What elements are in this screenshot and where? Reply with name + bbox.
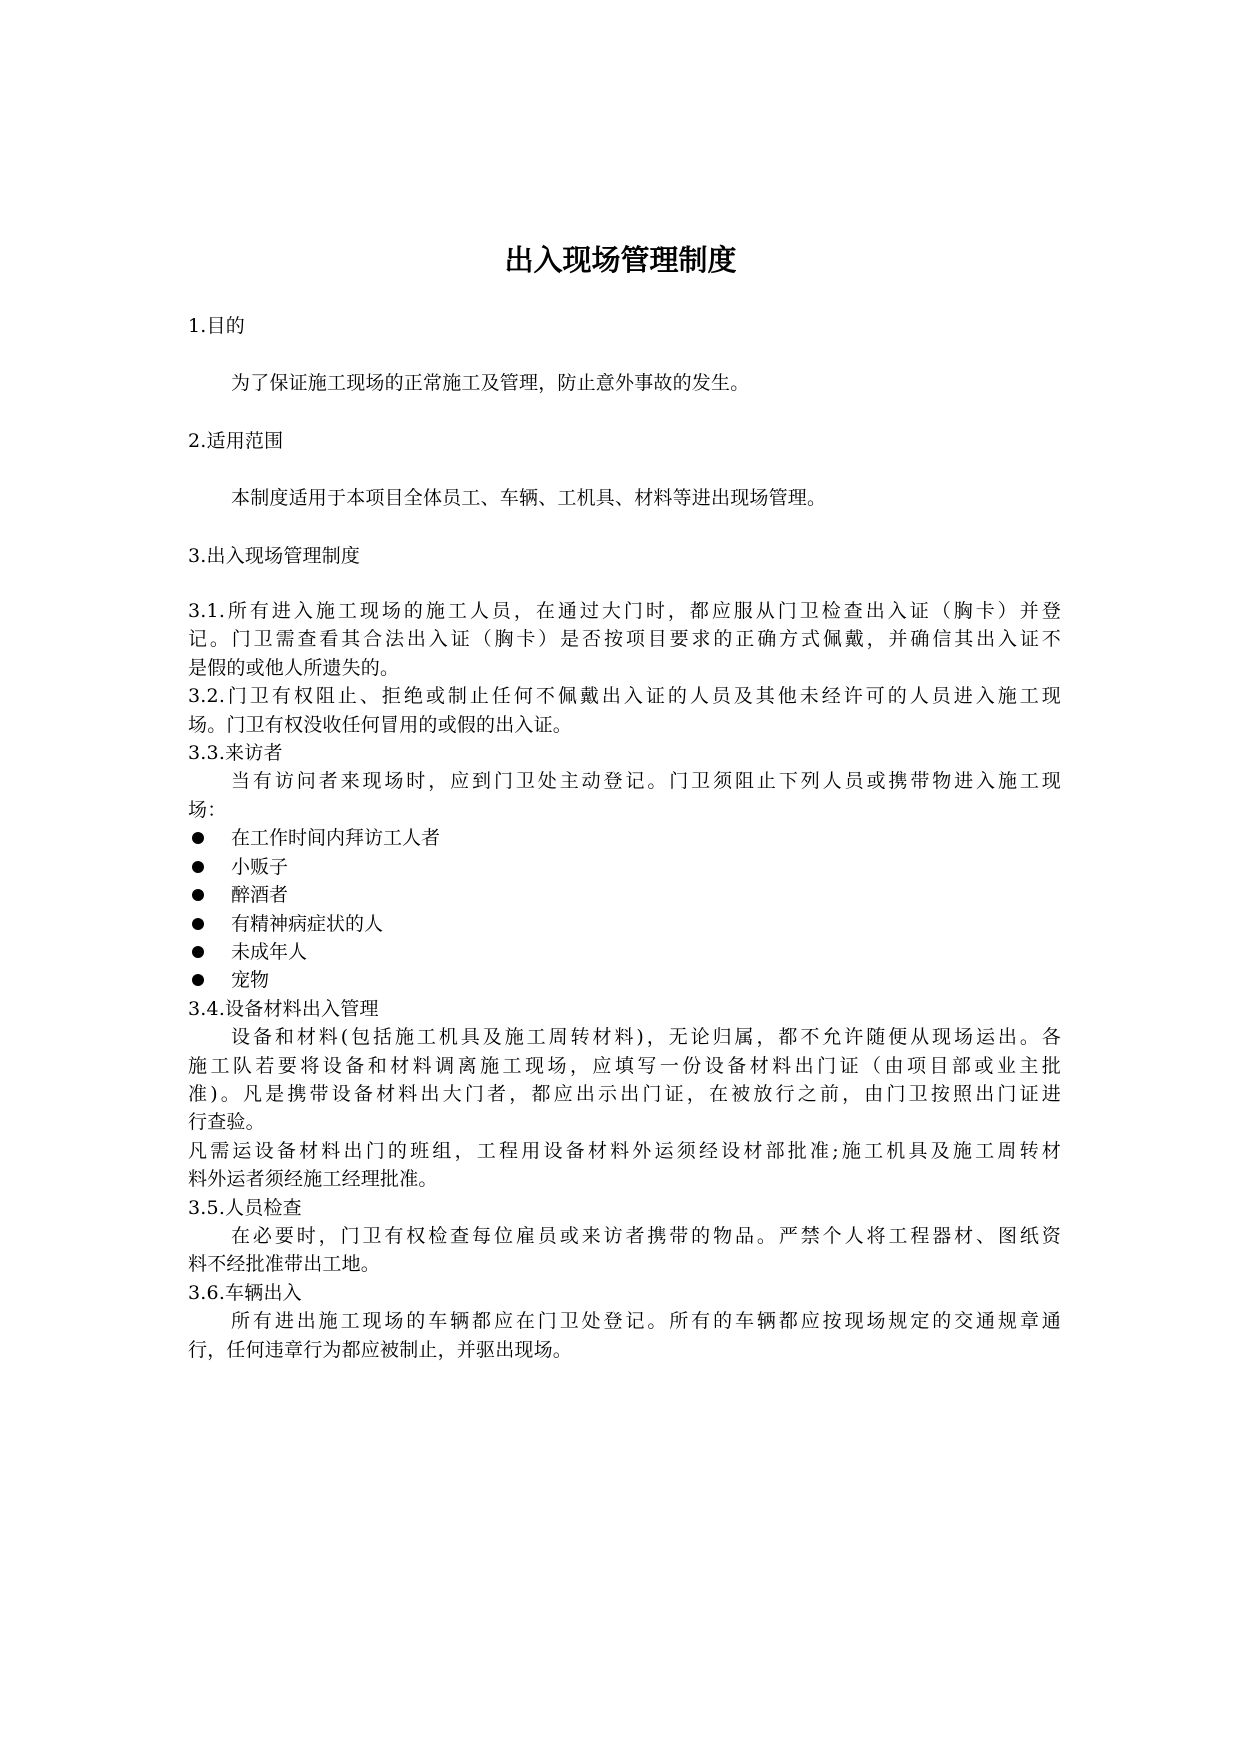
- list-item: 未成年人: [188, 938, 1061, 966]
- bullet-icon: [192, 861, 204, 873]
- visitor-restriction-list: [188, 824, 1061, 994]
- clause-3-4-line: 行查验。: [188, 1111, 265, 1134]
- list-item: 小贩子: [188, 853, 1061, 881]
- clause-3-1-line: 记。门卫需查看其合法出入证（胸卡）是否按项目要求的正确方式佩戴，并确信其出入证不: [188, 628, 1061, 651]
- document-body: [188, 312, 1061, 1364]
- list-item: 宠物: [188, 966, 1061, 994]
- list-item: 在工作时间内拜访工人者: [188, 824, 1061, 852]
- clause-3-6-line: 所有进出施工现场的车辆都应在门卫处登记。所有的车辆都应按现场规定的交通规章通: [231, 1310, 1061, 1333]
- clause-3-4-line: 准)。凡是携带设备材料出大门者，都应出示出门证，在被放行之前，由门卫按照出门证进: [188, 1082, 1061, 1105]
- clause-3-4-approval-line: 凡需运设备材料出门的班组，工程用设备材料外运须经设材部批准;施工机具及施工周转材: [188, 1139, 1061, 1162]
- clause-3-6-line: 行，任何违章行为都应被制止，并驱出现场。: [188, 1338, 573, 1361]
- clause-3-5-heading: 3.5.人员检查: [188, 1196, 302, 1219]
- clause-3-3-heading: 3.3.来访者: [188, 742, 283, 765]
- clause-3-2-line: 3.2.门卫有权阻止、拒绝或制止任何不佩戴出入证的人员及其他未经许可的人员进入施工现: [188, 685, 1061, 708]
- clause-3-3-line: 当有访问者来现场时，应到门卫处主动登记。门卫须阻止下列人员或携带物进入施工现: [231, 770, 1061, 793]
- clause-3-4-heading: 3.4.设备材料出入管理: [188, 997, 379, 1020]
- clause-3-2-line: 场。门卫有权没收任何冒用的或假的出入证。: [188, 713, 573, 736]
- section-heading-rules: 3.出入现场管理制度: [188, 544, 361, 567]
- clause-3-5-line: 料不经批准带出工地。: [188, 1253, 381, 1276]
- bullet-icon: [192, 946, 204, 958]
- clause-3-4-line: 施工队若要将设备和材料调离施工现场，应填写一份设备材料出门证（由项目部或业主批: [188, 1054, 1061, 1077]
- clause-3-4-approval-line: 料外运者须经施工经理批准。: [188, 1168, 438, 1191]
- scope-paragraph: 本制度适用于本项目全体员工、车辆、工机具、材料等进出现场管理。: [231, 487, 827, 510]
- clause-3-6-heading: 3.6.车辆出入: [188, 1281, 302, 1304]
- clause-3-1-line: 是假的或他人所遗失的。: [188, 656, 400, 679]
- bullet-icon: [192, 889, 204, 901]
- clause-3-1-line: 3.1.所有进入施工现场的施工人员，在通过大门时，都应服从门卫检查出入证（胸卡）并登: [188, 600, 1061, 623]
- bullet-icon: [192, 974, 204, 986]
- document-title: 出入现场管理制度: [504, 243, 737, 277]
- clause-3-4-line: 设备和材料(包括施工机具及施工周转材料)，无论归属，都不允许随便从现场运出。各: [231, 1026, 1061, 1049]
- list-item: 醉酒者: [188, 881, 1061, 909]
- clause-3-3-line: 场：: [188, 798, 227, 821]
- list-item: 有精神病症状的人: [188, 910, 1061, 938]
- section-heading-purpose: 1.目的: [188, 315, 245, 337]
- purpose-paragraph: 为了保证施工现场的正常施工及管理，防止意外事故的发生。: [231, 372, 750, 395]
- bullet-icon: [192, 832, 204, 844]
- clause-3-5-line: 在必要时，门卫有权检查每位雇员或来访者携带的物品。严禁个人将工程器材、图纸资: [231, 1224, 1061, 1247]
- bullet-icon: [192, 918, 204, 930]
- section-heading-scope: 2.适用范围: [188, 429, 284, 452]
